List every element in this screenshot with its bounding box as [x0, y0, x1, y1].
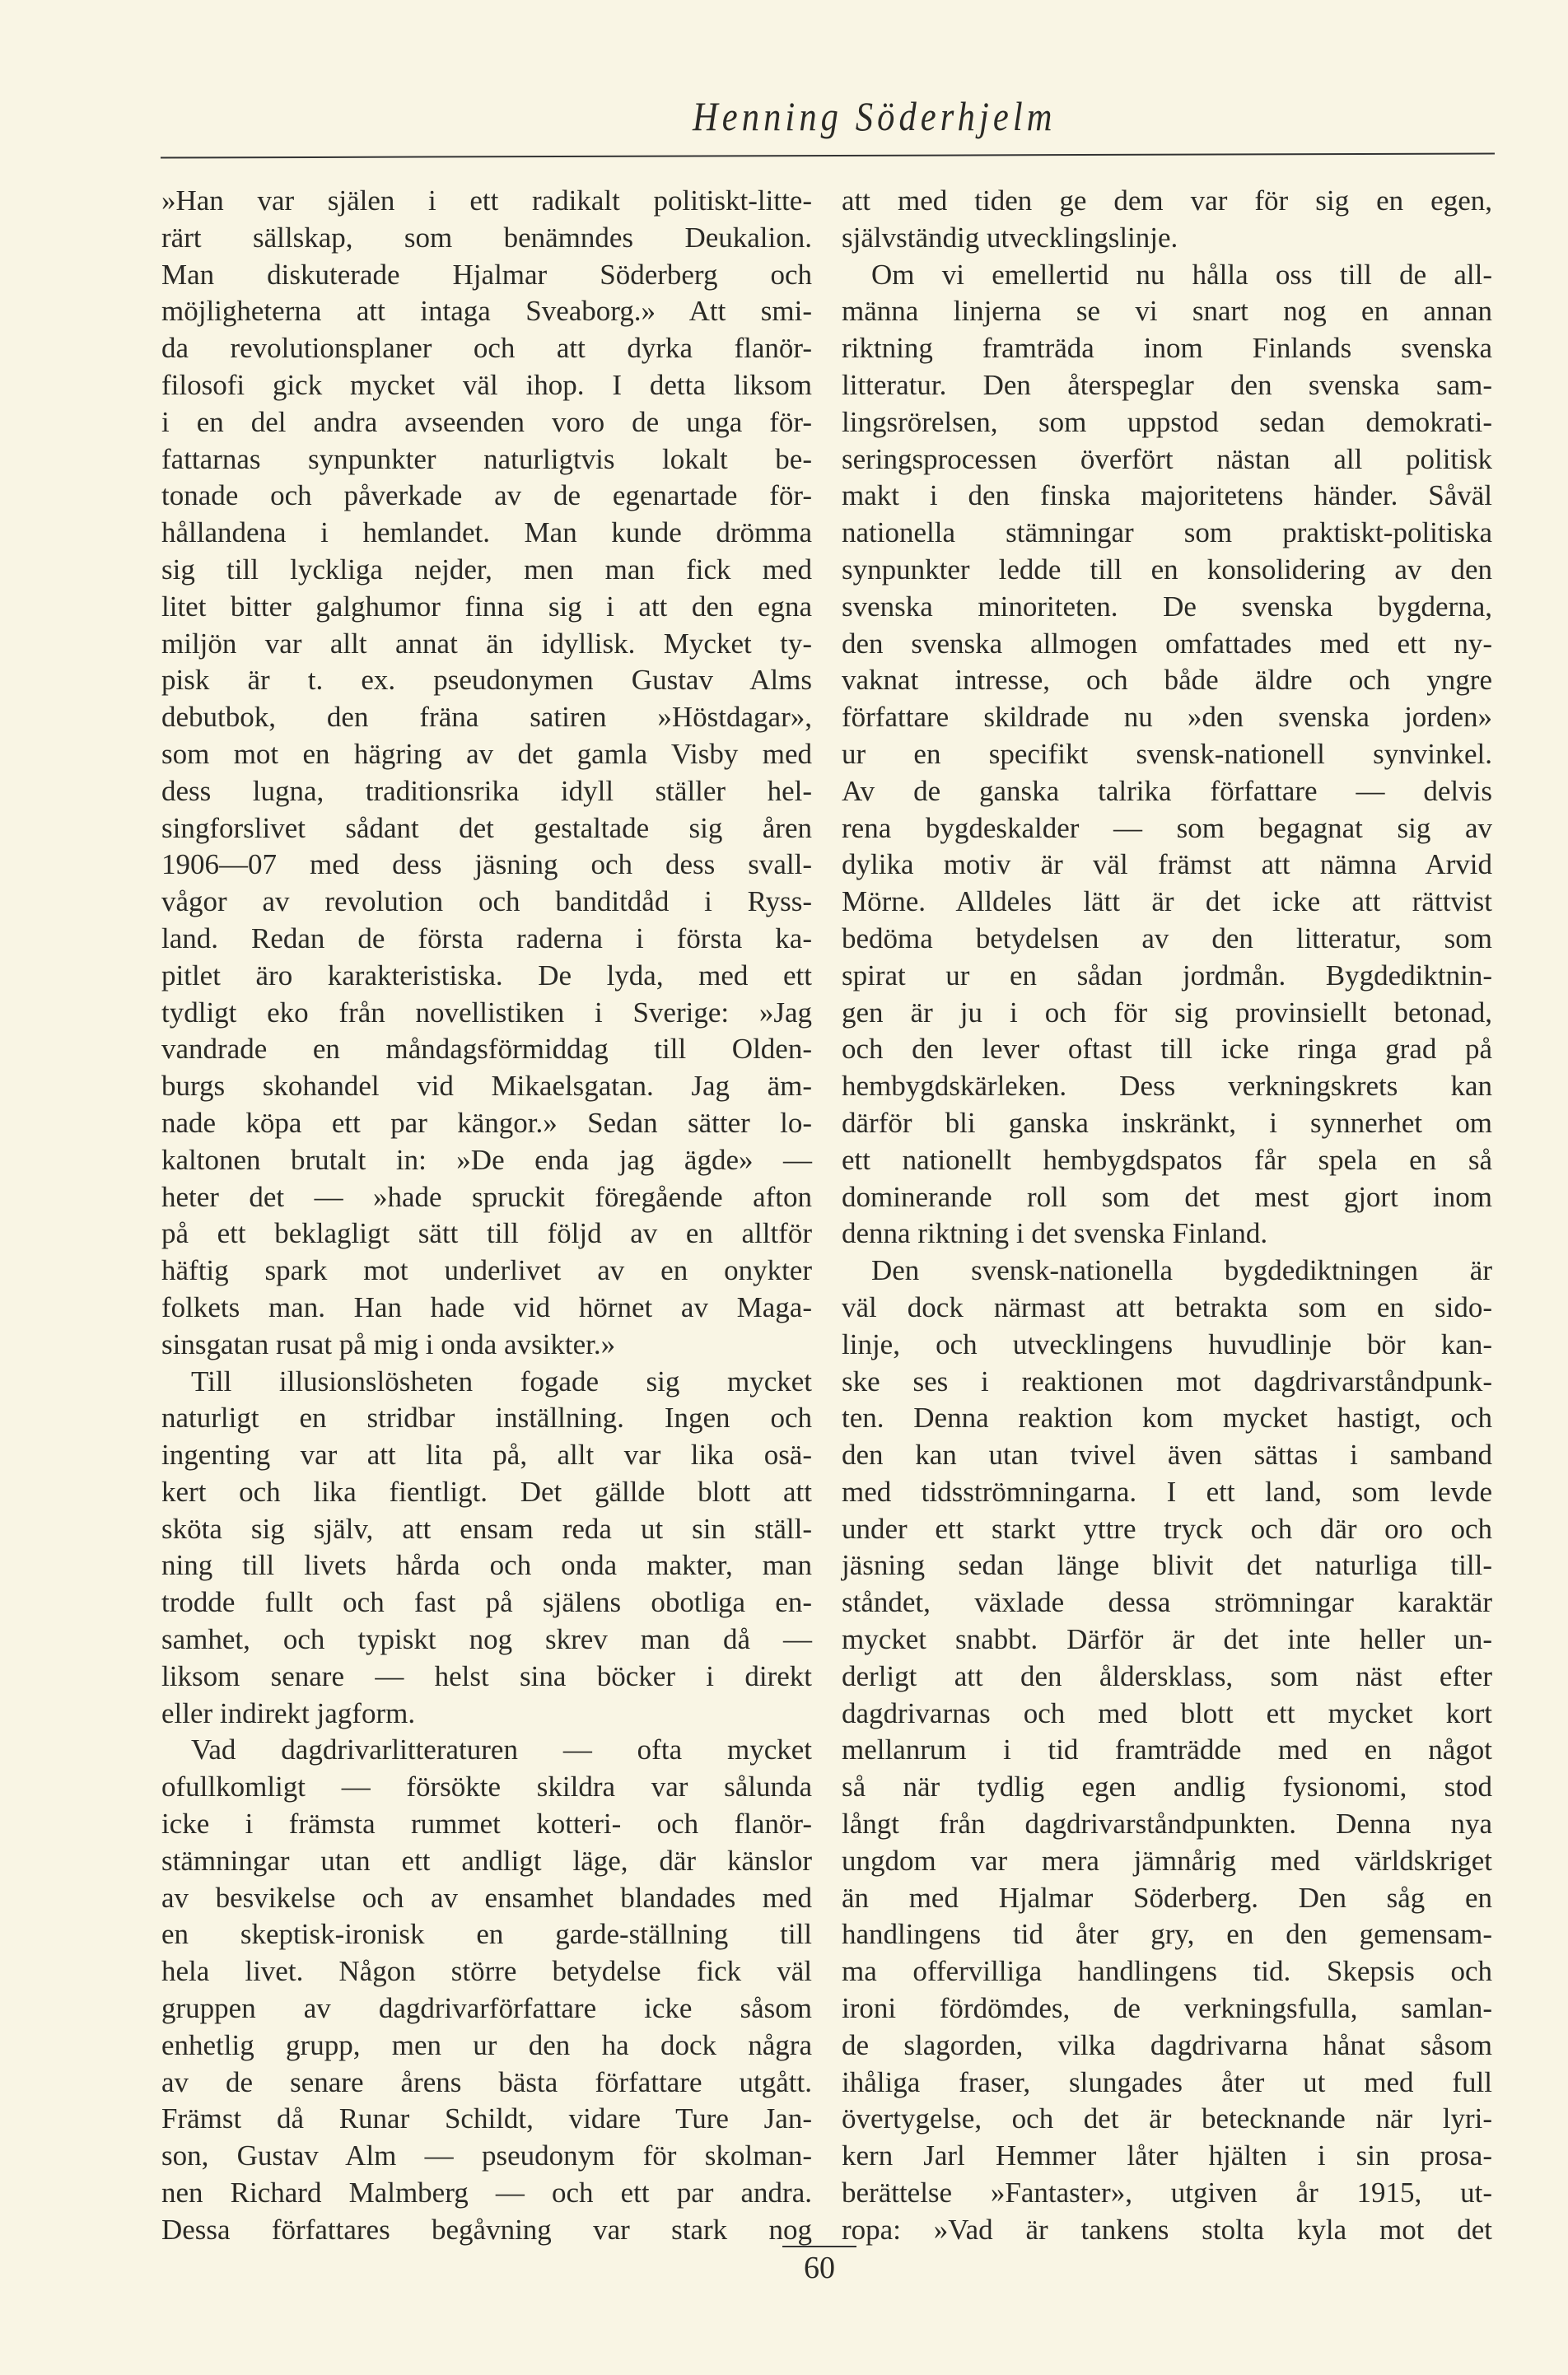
- text-line: nen Richard Malmberg — och ett par andra.: [161, 2177, 812, 2209]
- text-line: av besvikelse och av ensamhet blandades med: [161, 1881, 812, 1914]
- right-column: [842, 183, 1492, 2249]
- text-line: lingsrörelsen, som uppstod sedan demokrati-: [842, 405, 1492, 438]
- text-line: på ett beklagligt sätt till följd av en alltför: [161, 1217, 812, 1250]
- text-line: kert och lika fientligt. Det gällde blott att: [161, 1475, 812, 1508]
- text-line: Dessa författares begåvning var stark nog: [161, 2213, 812, 2246]
- text-line: ihåliga fraser, slungades åter ut med full: [842, 2065, 1492, 2098]
- text-line: i en del andra avseenden voro de unga för-: [161, 405, 812, 438]
- text-line: hela livet. Någon större betydelse fick väl: [161, 1955, 812, 1988]
- text-line: ten. Denna reaktion kom mycket hastigt, och: [842, 1402, 1492, 1435]
- text-line: land. Redan de första raderna i första ka-: [161, 922, 812, 954]
- text-line: vandrade en måndagsförmiddag till Olden-: [161, 1033, 812, 1066]
- text-line: Om vi emellertid nu hålla oss till de all-: [871, 258, 1492, 291]
- text-line: männa linjerna se vi snart nog en annan: [842, 295, 1492, 328]
- text-line: dagdrivarnas och med blott ett mycket kort: [842, 1696, 1492, 1729]
- text-line: berättelse »Fantaster», utgiven år 1915, ut-: [842, 2177, 1492, 2209]
- text-line: ning till livets hårda och onda makter, man: [161, 1549, 812, 1582]
- text-line: liksom senare — helst sina böcker i direkt: [161, 1659, 812, 1692]
- text-line: de slagorden, vilka dagdrivarna hånat såsom: [842, 2028, 1492, 2061]
- text-line: väl dock närmast att betrakta som en sido-: [842, 1290, 1492, 1323]
- text-line: en skeptisk-ironisk en garde-ställning till: [161, 1918, 812, 1951]
- text-line: tonade och påverkade av de egenartade för-: [161, 479, 812, 512]
- page-number: 60: [804, 2251, 835, 2285]
- text-line: författare skildrade nu »den svenska jorden»: [842, 701, 1492, 734]
- text-line: ropa: »Vad är tankens stolta kyla mot det: [842, 2213, 1492, 2246]
- text-line: burgs skohandel vid Mikaelsgatan. Jag äm-: [161, 1070, 812, 1103]
- text-line: av de senare årens bästa författare utgått.: [161, 2065, 812, 2098]
- text-line: singforslivet sådant det gestaltade sig åren: [161, 811, 812, 844]
- text-line: filosofi gick mycket väl ihop. I detta liksom: [161, 368, 812, 401]
- text-line: riktning framträda inom Finlands svenska: [842, 332, 1492, 365]
- text-line: mellanrum i tid framträdde med en något: [842, 1733, 1492, 1766]
- text-line: Främst då Runar Schildt, vidare Ture Jan-: [161, 2102, 812, 2135]
- text-line: litet bitter galghumor finna sig i att den egna: [161, 590, 812, 623]
- text-line: ingenting var att lita på, allt var lika osä-: [161, 1439, 812, 1472]
- text-line: gruppen av dagdrivarförfattare icke såsom: [161, 1992, 812, 2025]
- text-line: gen är ju i och för sig provinsiellt betonad,: [842, 996, 1492, 1029]
- text-line: mycket snabbt. Därför är det inte heller un-: [842, 1623, 1492, 1656]
- text-line: folkets man. Han hade vid hörnet av Maga-: [161, 1290, 812, 1323]
- text-line: den svenska allmogen omfattades med ett ny-: [842, 627, 1492, 660]
- text-line: Den svensk-nationella bygdediktningen är: [871, 1254, 1492, 1287]
- text-line: spirat ur en sådan jordmån. Bygdediktnin-: [842, 959, 1492, 992]
- text-line: Vad dagdrivarlitteraturen — ofta mycket: [191, 1733, 812, 1766]
- text-line: kaltonen brutalt in: »De enda jag ägde» —: [161, 1143, 812, 1176]
- left-column: [161, 183, 812, 2249]
- text-line: Man diskuterade Hjalmar Söderberg och: [161, 258, 812, 291]
- text-line: son, Gustav Alm — pseudonym för skolman-: [161, 2139, 812, 2172]
- text-line: icke i främsta rummet kotteri- och flanör-: [161, 1808, 812, 1841]
- text-line: att med tiden ge dem var för sig en egen,: [842, 184, 1492, 217]
- text-line: Mörne. Alldeles lätt är det icke att rättvist: [842, 885, 1492, 918]
- text-line: 1906—07 med dess jäsning och dess svall-: [161, 848, 812, 881]
- text-line: dess lugna, traditionsrika idyll ställer hel-: [161, 774, 812, 807]
- text-line: ungdom var mera jämnårig med världskriget: [842, 1844, 1492, 1877]
- text-line: vaknat intresse, och både äldre och yngre: [842, 664, 1492, 697]
- text-line: sig till lyckliga nejder, men man fick med: [161, 553, 812, 586]
- text-line: som mot en hägring av det gamla Visby med: [161, 737, 812, 770]
- header-rule: [161, 152, 1495, 158]
- text-line: ske ses i reaktionen mot dagdrivarståndpunk-: [842, 1365, 1492, 1397]
- text-line: debutbok, den fräna satiren »Höstdagar»,: [161, 701, 812, 734]
- text-line: »Han var själen i ett radikalt politiskt-litte-: [161, 184, 812, 217]
- text-line: under ett starkt yttre tryck och där oro och: [842, 1512, 1492, 1545]
- text-line: vågor av revolution och banditdåd i Ryss-: [161, 885, 812, 918]
- text-line: svenska minoriteten. De svenska bygderna,: [842, 590, 1492, 623]
- text-line: ett nationellt hembygdspatos får spela en så: [842, 1143, 1492, 1176]
- text-line: ståndet, växlade dessa strömningar karaktär: [842, 1586, 1492, 1619]
- text-line: jäsning sedan länge blivit det naturliga till-: [842, 1549, 1492, 1582]
- text-line: sinsgatan rusat på mig i onda avsikter.»: [161, 1327, 616, 1360]
- text-line: samhet, och typiskt nog skrev man då —: [161, 1623, 812, 1656]
- text-line: da revolutionsplaner och att dyrka flanör-: [161, 332, 812, 365]
- text-line: handlingens tid åter gry, en den gemensam-: [842, 1918, 1492, 1951]
- text-line: än med Hjalmar Söderberg. Den såg en: [842, 1881, 1492, 1914]
- text-line: hembygdskärleken. Dess verkningskrets kan: [842, 1070, 1492, 1103]
- text-line: pisk är t. ex. pseudonymen Gustav Alms: [161, 664, 812, 697]
- text-line: denna riktning i det svenska Finland.: [842, 1217, 1268, 1250]
- text-line: ofullkomligt — försökte skildra var sålunda: [161, 1771, 812, 1803]
- text-line: trodde fullt och fast på själens obotliga en-: [161, 1586, 812, 1619]
- text-line: därför bli ganska inskränkt, i synnerhet om: [842, 1106, 1492, 1139]
- text-line: hållandena i hemlandet. Man kunde drömma: [161, 516, 812, 549]
- text-line: så när tydlig egen andlig fysionomi, stod: [842, 1771, 1492, 1803]
- text-line: miljön var allt annat än idyllisk. Mycket ty-: [161, 627, 812, 660]
- text-line: pitlet äro karakteristiska. De lyda, med ett: [161, 959, 812, 992]
- text-line: nationella stämningar som praktiskt-politiska: [842, 516, 1492, 549]
- text-line: den kan utan tvivel även sättas i samband: [842, 1439, 1492, 1472]
- text-line: enhetlig grupp, men ur den ha dock några: [161, 2028, 812, 2061]
- text-line: heter det — »hade spruckit föregående afton: [161, 1180, 812, 1213]
- text-line: rena bygdeskalder — som begagnat sig av: [842, 811, 1492, 844]
- text-line: fattarnas synpunkter naturligtvis lokalt be-: [161, 442, 812, 475]
- running-header: [0, 92, 1568, 140]
- page-number-rule: [782, 2246, 856, 2247]
- text-line: tydligt eko från novellistiken i Sverige: »Jag: [161, 996, 812, 1029]
- text-line: häftig spark mot underlivet av en onykter: [161, 1254, 812, 1287]
- text-line: självständig utvecklingslinje.: [842, 221, 1178, 254]
- text-line: naturligt en stridbar inställning. Ingen och: [161, 1402, 812, 1435]
- text-line: dominerande roll som det mest gjort inom: [842, 1180, 1492, 1213]
- text-line: litteratur. Den återspeglar den svenska sam-: [842, 368, 1492, 401]
- text-line: ur en specifikt svensk-nationell synvinkel.: [842, 737, 1492, 770]
- text-line: synpunkter ledde till en konsolidering av den: [842, 553, 1492, 586]
- text-line: eller indirekt jagform.: [161, 1696, 416, 1729]
- text-line: och den lever oftast till icke ringa grad på: [842, 1033, 1492, 1066]
- text-line: makt i den finska majoritetens händer. Såväl: [842, 479, 1492, 512]
- text-line: dylika motiv är väl främst att nämna Arvid: [842, 848, 1492, 881]
- running-title: Henning Söderhjelm: [693, 93, 1057, 139]
- text-line: derligt att den åldersklass, som näst efter: [842, 1659, 1492, 1692]
- text-line: sköta sig själv, att ensam reda ut sin ställ-: [161, 1512, 812, 1545]
- text-line: Av de ganska talrika författare — delvis: [842, 774, 1492, 807]
- text-line: ma offervilliga handlingens tid. Skepsis och: [842, 1955, 1492, 1988]
- text-line: nade köpa ett par kängor.» Sedan sätter lo-: [161, 1106, 812, 1139]
- text-line: rärt sällskap, som benämndes Deukalion.: [161, 221, 812, 254]
- text-line: med tidsströmningarna. I ett land, som levde: [842, 1475, 1492, 1508]
- text-line: stämningar utan ett andligt läge, där känslor: [161, 1844, 812, 1877]
- text-line: kern Jarl Hemmer låter hjälten i sin prosa-: [842, 2139, 1492, 2172]
- text-line: linje, och utvecklingens huvudlinje bör kan-: [842, 1327, 1492, 1360]
- text-line: övertygelse, och det är betecknande när lyri-: [842, 2102, 1492, 2135]
- text-line: långt från dagdrivarståndpunkten. Denna nya: [842, 1808, 1492, 1841]
- text-line: ironi fördömdes, de verkningsfulla, samlan-: [842, 1992, 1492, 2025]
- text-line: seringsprocessen överfört nästan all politisk: [842, 442, 1492, 475]
- text-line: bedöma betydelsen av den litteratur, som: [842, 922, 1492, 954]
- text-line: Till illusionslösheten fogade sig mycket: [191, 1365, 812, 1397]
- text-line: möjligheterna att intaga Sveaborg.» Att smi-: [161, 295, 812, 328]
